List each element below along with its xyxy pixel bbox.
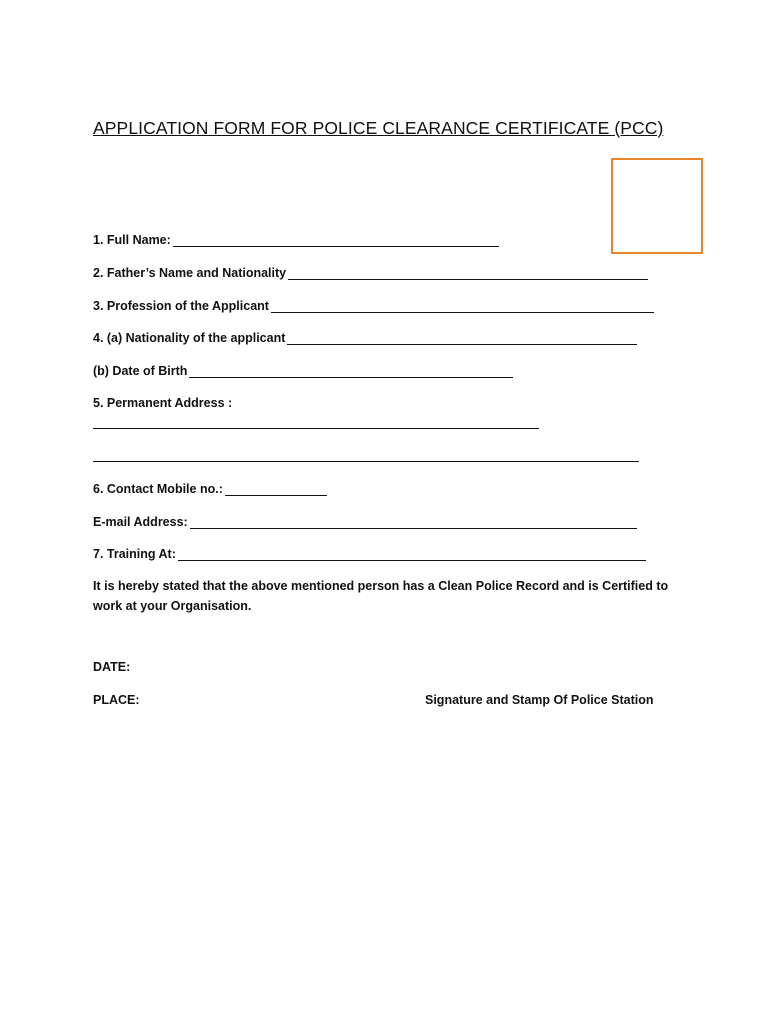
- date-label: DATE:: [93, 660, 131, 674]
- training-label: 7. Training At:: [93, 547, 176, 561]
- training-field[interactable]: [178, 546, 646, 561]
- email-field[interactable]: [190, 514, 637, 529]
- nationality-label: 4. (a) Nationality of the applicant: [93, 331, 286, 345]
- mobile-row: [93, 478, 327, 496]
- email-label: E-mail Address:: [93, 515, 188, 529]
- dob-field[interactable]: [189, 363, 513, 378]
- email-row: [93, 511, 637, 529]
- address-row: [93, 392, 232, 410]
- father-name-row: [93, 262, 648, 280]
- certification-statement: It is hereby stated that the above mentioned person has a Clean Police Record and is Certified to work at your Organisation.: [93, 579, 669, 613]
- address-line-2[interactable]: [93, 461, 639, 462]
- dob-label: (b) Date of Birth: [93, 364, 188, 378]
- dob-row: [93, 360, 513, 378]
- profession-field[interactable]: [271, 298, 654, 313]
- mobile-label: 6. Contact Mobile no.:: [93, 482, 223, 496]
- address-line-1[interactable]: [93, 428, 539, 429]
- place-label: PLACE:: [93, 693, 140, 707]
- full-name-row: [93, 229, 499, 247]
- profession-label: 3. Profession of the Applicant: [93, 299, 269, 313]
- full-name-label: 1. Full Name:: [93, 233, 171, 247]
- form-title: APPLICATION FORM FOR POLICE CLEARANCE CERTIFICATE (PCC): [93, 118, 664, 138]
- father-name-label: 2. Father’s Name and Nationality: [93, 266, 287, 280]
- address-label: 5. Permanent Address :: [93, 396, 233, 410]
- father-name-field[interactable]: [288, 265, 648, 280]
- nationality-row: [93, 327, 637, 345]
- full-name-field[interactable]: [173, 232, 499, 247]
- nationality-field[interactable]: [287, 330, 637, 345]
- training-row: [93, 543, 646, 561]
- mobile-field[interactable]: [225, 481, 327, 496]
- profession-row: [93, 295, 654, 313]
- signature-label: Signature and Stamp Of Police Station: [425, 693, 654, 707]
- photo-box: [611, 158, 703, 254]
